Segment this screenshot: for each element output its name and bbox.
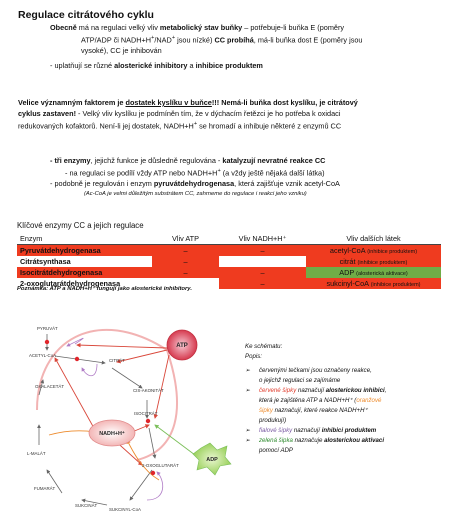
label-isocitrate: ISOCITRÁT [134,411,158,416]
regulated-reaction-dot [45,340,49,344]
label-succinylcoa: SUKCINYL-CoA [109,507,141,512]
oxygen-paragraph: Velice významným faktorem je dostatek kyslíku v buňce!!! Nemá-li buňka dost kyslíku, je citrátový cyklus zastaven! - Velký vliv kyslíku je podmíněn tím, že v dýchacím řetězci je ho potřeba k oxidaci redukovaných kofaktorů. Není-li jej dostatek, NADH+H+ se hromadí a inhibuje některé z enzymů CC [18,98,358,131]
nadh-production-arrow [49,431,95,435]
table-note: Poznámka: ATP a NADH+H⁺ fungují jako alosterické inhibitory. [17,286,193,292]
atp-effect: – [152,256,219,267]
table-caption: Klíčové enzymy CC a jejich regulace [17,221,144,230]
other-effect: ADP (alosterická aktivace) [306,267,441,278]
header-atp: Vliv ATP [152,233,219,245]
atp-label: ATP [176,343,188,349]
legend-item: ➢ červené šipky naznačují alosterickou inhibici, která je zajištěna ATP a NADH+H⁺ (oranžové šipky naznačují, které reakce NADH+H⁺ produkují) [245,387,387,424]
legend-heading: Ke schématu: [245,343,283,350]
header-enzyme: Enzym [17,233,152,245]
enzyme-name: 2-oxoglutarátdehydrogenasa [20,279,121,288]
cycle-arrow [112,368,142,388]
label-oxoglutarate: 2-OXOGLUTARÁT [142,463,179,468]
regulated-reaction-dot [146,419,150,423]
regulated-reaction-dot [75,357,79,361]
label-pyruvate: PYRUVÁT [37,326,58,331]
legend-item: ➢ fialové šipky naznačují inhibici produktem [245,427,377,434]
inhibition-arrow [77,345,167,348]
nadh-effect: – [260,246,265,255]
product-inhibition-arrow [147,472,163,500]
other-effect: citrát (inhibice produktem) [306,256,441,267]
enzymes-paragraph: - tři enzymy, jejichž funkce je důsledně regulována - katalyzují nevratné reakce CC - na regulaci se podílí vždy ATP nebo NADH+H+ (a vždy ještě nějaká další látka) - podobně je regulován i enzym pyruvátdehydrogenasa, která zajišťuje vznik acetyl-CoA (Ac-CoA je velmi důležitým substrátem CC, zahrneme do regulace i reakci jeho vzniku) [50,156,340,198]
activation-arrow [155,425,195,455]
cycle-arrow [55,356,105,363]
label-oxaloacetate: OXALACETÁT [35,384,65,389]
enzyme-name: Pyruvátdehydrogenasa [20,246,101,255]
cycle-arrow [130,470,152,500]
label-fumarate: FUMARÁT [34,486,56,491]
bullet-arrow-icon: ➢ [245,367,251,374]
label-malate: L-MALÁT [27,451,46,456]
inhibition-arrow [155,355,169,418]
atp-effect: – [152,267,219,278]
label-citrate: CITRÁT [109,358,125,363]
header-nadh: Vliv NADH+H⁺ [219,233,306,245]
label-cisaconitate: CIS-AKONITÁT [133,388,164,393]
nadh-label: NADH+H⁺ [99,431,125,437]
page-title: Regulace citrátového cyklu [18,9,154,21]
enzyme-table [17,233,441,289]
other-effect: acetyl-CoA (inhibice produktem) [329,246,418,255]
nadh-effect [219,256,306,267]
intro-paragraph: Obecně má na regulaci velký vliv metabolický stav buňky – potřebuje-li buňka E (poměry ATP/ADP či NADH+H+/NAD+ jsou nízké) CC probíhá, má-li buňka dost E (poměry jsou vysoké), CC je inhibován - uplatňují se různé alosterické inhibitory a inhibice produktem [50,23,363,71]
citrate-cycle-diagram [17,300,237,515]
adp-label: ADP [206,457,218,463]
enzyme-name: Isocitrátdehydrogenasa [17,267,152,278]
atp-effect: – [183,246,188,255]
nadh-effect: – [219,267,306,278]
legend-popis: Popis: [245,353,262,360]
table-row [17,256,441,267]
table-row [17,245,441,257]
bullet-arrow-icon: ➢ [245,427,251,434]
diagram-legend [245,342,445,456]
legend-item: ➢ zelená šipka naznačuje alosterickou aktivaci pomocí ADP [245,437,385,454]
header-other: Vliv dalších látek [306,233,441,245]
table-header-row [17,233,441,245]
regulated-reaction-dot [151,471,155,475]
enzyme-name: Citrátsynthasa [20,257,71,266]
legend-item: ➢ červenými tečkami jsou označeny reakce, o jejichž regulaci se zajímáme [245,367,372,384]
product-inhibition-arrow [82,364,97,376]
nadh-effect: – [219,278,306,289]
bullet-arrow-icon: ➢ [245,387,251,394]
label-succinate: SUKCINÁT [75,503,98,508]
label-acetylcoa: ACETYL-CoA [29,353,57,358]
inhibition-arrow [55,358,95,430]
regulation-arc [137,350,177,460]
bullet-arrow-icon: ➢ [245,437,251,444]
regulation-arc [37,330,167,410]
other-effect: sukcinyl-CoA (inhibice produktem) [306,278,441,289]
table-row [17,267,441,278]
